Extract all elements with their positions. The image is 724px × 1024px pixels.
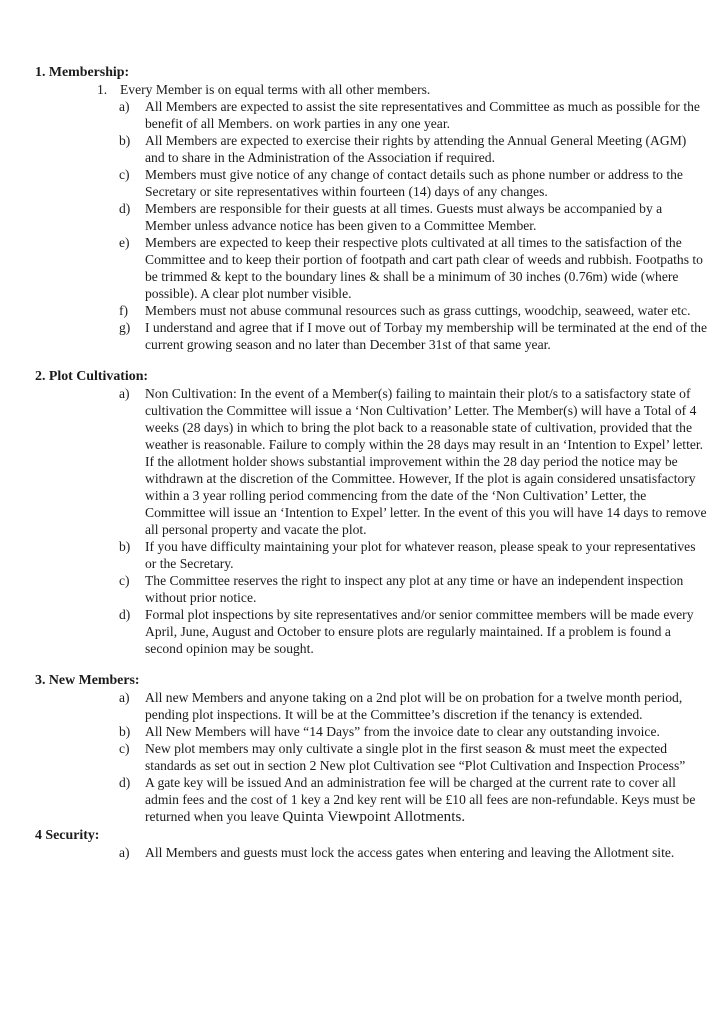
- list-item: [35, 723, 708, 740]
- list-item-text: I understand and agree that if I move out of Torbay my membership will be terminated at the end of the current growing season and no later than December 31st of that same year.: [145, 320, 708, 352]
- list-item-text: All Members are expected to assist the site representatives and Committee as much as possible for the benefit of all Members. on work parties in any one year.: [145, 99, 700, 131]
- section-heading: 3. New Members:: [35, 673, 140, 688]
- list-item-text: Members are responsible for their guests at all times. Guests must always be accompanied by a Member unless advance notice has been given to a Committee Member.: [145, 201, 663, 233]
- list-item-marker: d): [119, 201, 131, 216]
- list-item: [35, 166, 708, 200]
- list-item-text: All Members and guests must lock the access gates when entering and leaving the Allotment site.: [145, 845, 675, 860]
- list-item-marker: c): [119, 167, 130, 182]
- list-item-marker: b): [119, 724, 131, 739]
- list-item-text: All Members are expected to exercise their rights by attending the Annual General Meeting (AGM) and to share in the Administration of the Association if required.: [145, 133, 687, 165]
- list-item-text: Members must not abuse communal resources such as grass cuttings, woodchip, seaweed, water etc.: [145, 303, 691, 318]
- list-item-marker: b): [119, 133, 131, 148]
- section-security: [35, 827, 708, 861]
- section-membership: [35, 64, 708, 353]
- section-heading: 2. Plot Cultivation:: [35, 369, 149, 384]
- list-item: [35, 81, 708, 98]
- list-item-text: Every Member is on equal terms with all other members.: [120, 82, 431, 97]
- list-item-marker: a): [119, 690, 130, 705]
- list-item-text: New plot members may only cultivate a single plot in the first season & must meet the expected standards as set out in section 2 New plot Cultivation see “Plot Cultivation and Inspection Process”: [145, 741, 686, 773]
- list-item-marker: d): [119, 775, 131, 790]
- list-item-marker: a): [119, 99, 130, 114]
- list-item-text-main: A gate key will be issued And an administration fee will be charged at the current rate to cover all admin fees and the cost of 1 key a 2nd key rent will be £10 all fees are non-refundable. Keys must be returned when you leave: [145, 775, 696, 824]
- list-item-marker: 1.: [97, 82, 108, 97]
- list-item-text: The Committee reserves the right to inspect any plot at any time or have an independent inspection without prior notice.: [145, 573, 684, 605]
- list-item-marker: f): [119, 303, 129, 318]
- list-item: [35, 572, 708, 606]
- list-item-text: [145, 774, 708, 826]
- list-item-marker: d): [119, 607, 131, 622]
- list-item-marker: a): [119, 845, 130, 860]
- list-item: [35, 132, 708, 166]
- list-item: [35, 844, 708, 861]
- list-item-marker: c): [119, 741, 130, 756]
- list-item: [35, 200, 708, 234]
- list-item-text: Members must give notice of any change of contact details such as phone number or address to the Secretary or site representatives within fourteen (14) days of any changes.: [145, 167, 683, 199]
- section-heading: 1. Membership:: [35, 65, 130, 80]
- list-item-marker: e): [119, 235, 130, 250]
- list-item-marker: g): [119, 320, 131, 335]
- list-item: [35, 774, 708, 826]
- list-item-text: Members are expected to keep their respective plots cultivated at all times to the satisfaction of the Committee and to keep their portion of footpath and cart path clear of weeds and rubbish. Footpaths to be trimmed & kept to the boundary lines & shall be a minimum of 30 inches (0.76m) wide (where possible). A clear plot number visible.: [145, 235, 703, 301]
- list-item: [35, 98, 708, 132]
- list-item-text: Non Cultivation: In the event of a Member(s) failing to maintain their plot/s to a satisfactory state of cultivation the Committee will issue a ‘Non Cultivation’ Letter. The Member(s) will have a Total of 4 weeks (28 days) in which to bring the plot back to a reasonable state of cultivation, provided that the weather is reasonable. Failure to comply within the 28 days may result in an ‘Intention to Expel’ letter. If the allotment holder shows substantial improvement within the 28 day period the notice may be withdrawn at the discretion of the Committee. However, If the plot is again considered unsatisfactory within a 3 year rolling period commencing from the date of the ‘Non Cultivation’ Letter, the Committee will issue an ‘Intention to Expel’ letter. In the event of this you will have 14 days to remove all personal property and vacate the plot.: [145, 386, 707, 537]
- list-item: [35, 606, 708, 657]
- section-plot-cultivation: [35, 368, 708, 657]
- brand-name: Quinta Viewpoint Allotments.: [282, 809, 466, 825]
- list-item: [35, 689, 708, 723]
- list-item-marker: c): [119, 573, 130, 588]
- section-heading: 4 Security:: [35, 828, 100, 843]
- list-item: [35, 740, 708, 774]
- section-new-members: [35, 672, 708, 826]
- list-item: [35, 302, 708, 319]
- list-item-text: If you have difficulty maintaining your plot for whatever reason, please speak to your representatives or the Secretary.: [145, 539, 696, 571]
- list-item: [35, 319, 708, 353]
- list-item: [35, 538, 708, 572]
- list-item: [35, 234, 708, 302]
- list-item-text: Formal plot inspections by site representatives and/or senior committee members will be made every April, June, August and October to ensure plots are regularly maintained. If a problem is found a second opinion may be sought.: [145, 607, 694, 656]
- list-item: [35, 385, 708, 538]
- list-item-marker: a): [119, 386, 130, 401]
- list-item-text: All new Members and anyone taking on a 2nd plot will be on probation for a twelve month period, pending plot inspections. It will be at the Committee’s discretion if the tenancy is extended.: [145, 690, 683, 722]
- list-item-text: All New Members will have “14 Days” from the invoice date to clear any outstanding invoice.: [145, 724, 660, 739]
- list-item-marker: b): [119, 539, 131, 554]
